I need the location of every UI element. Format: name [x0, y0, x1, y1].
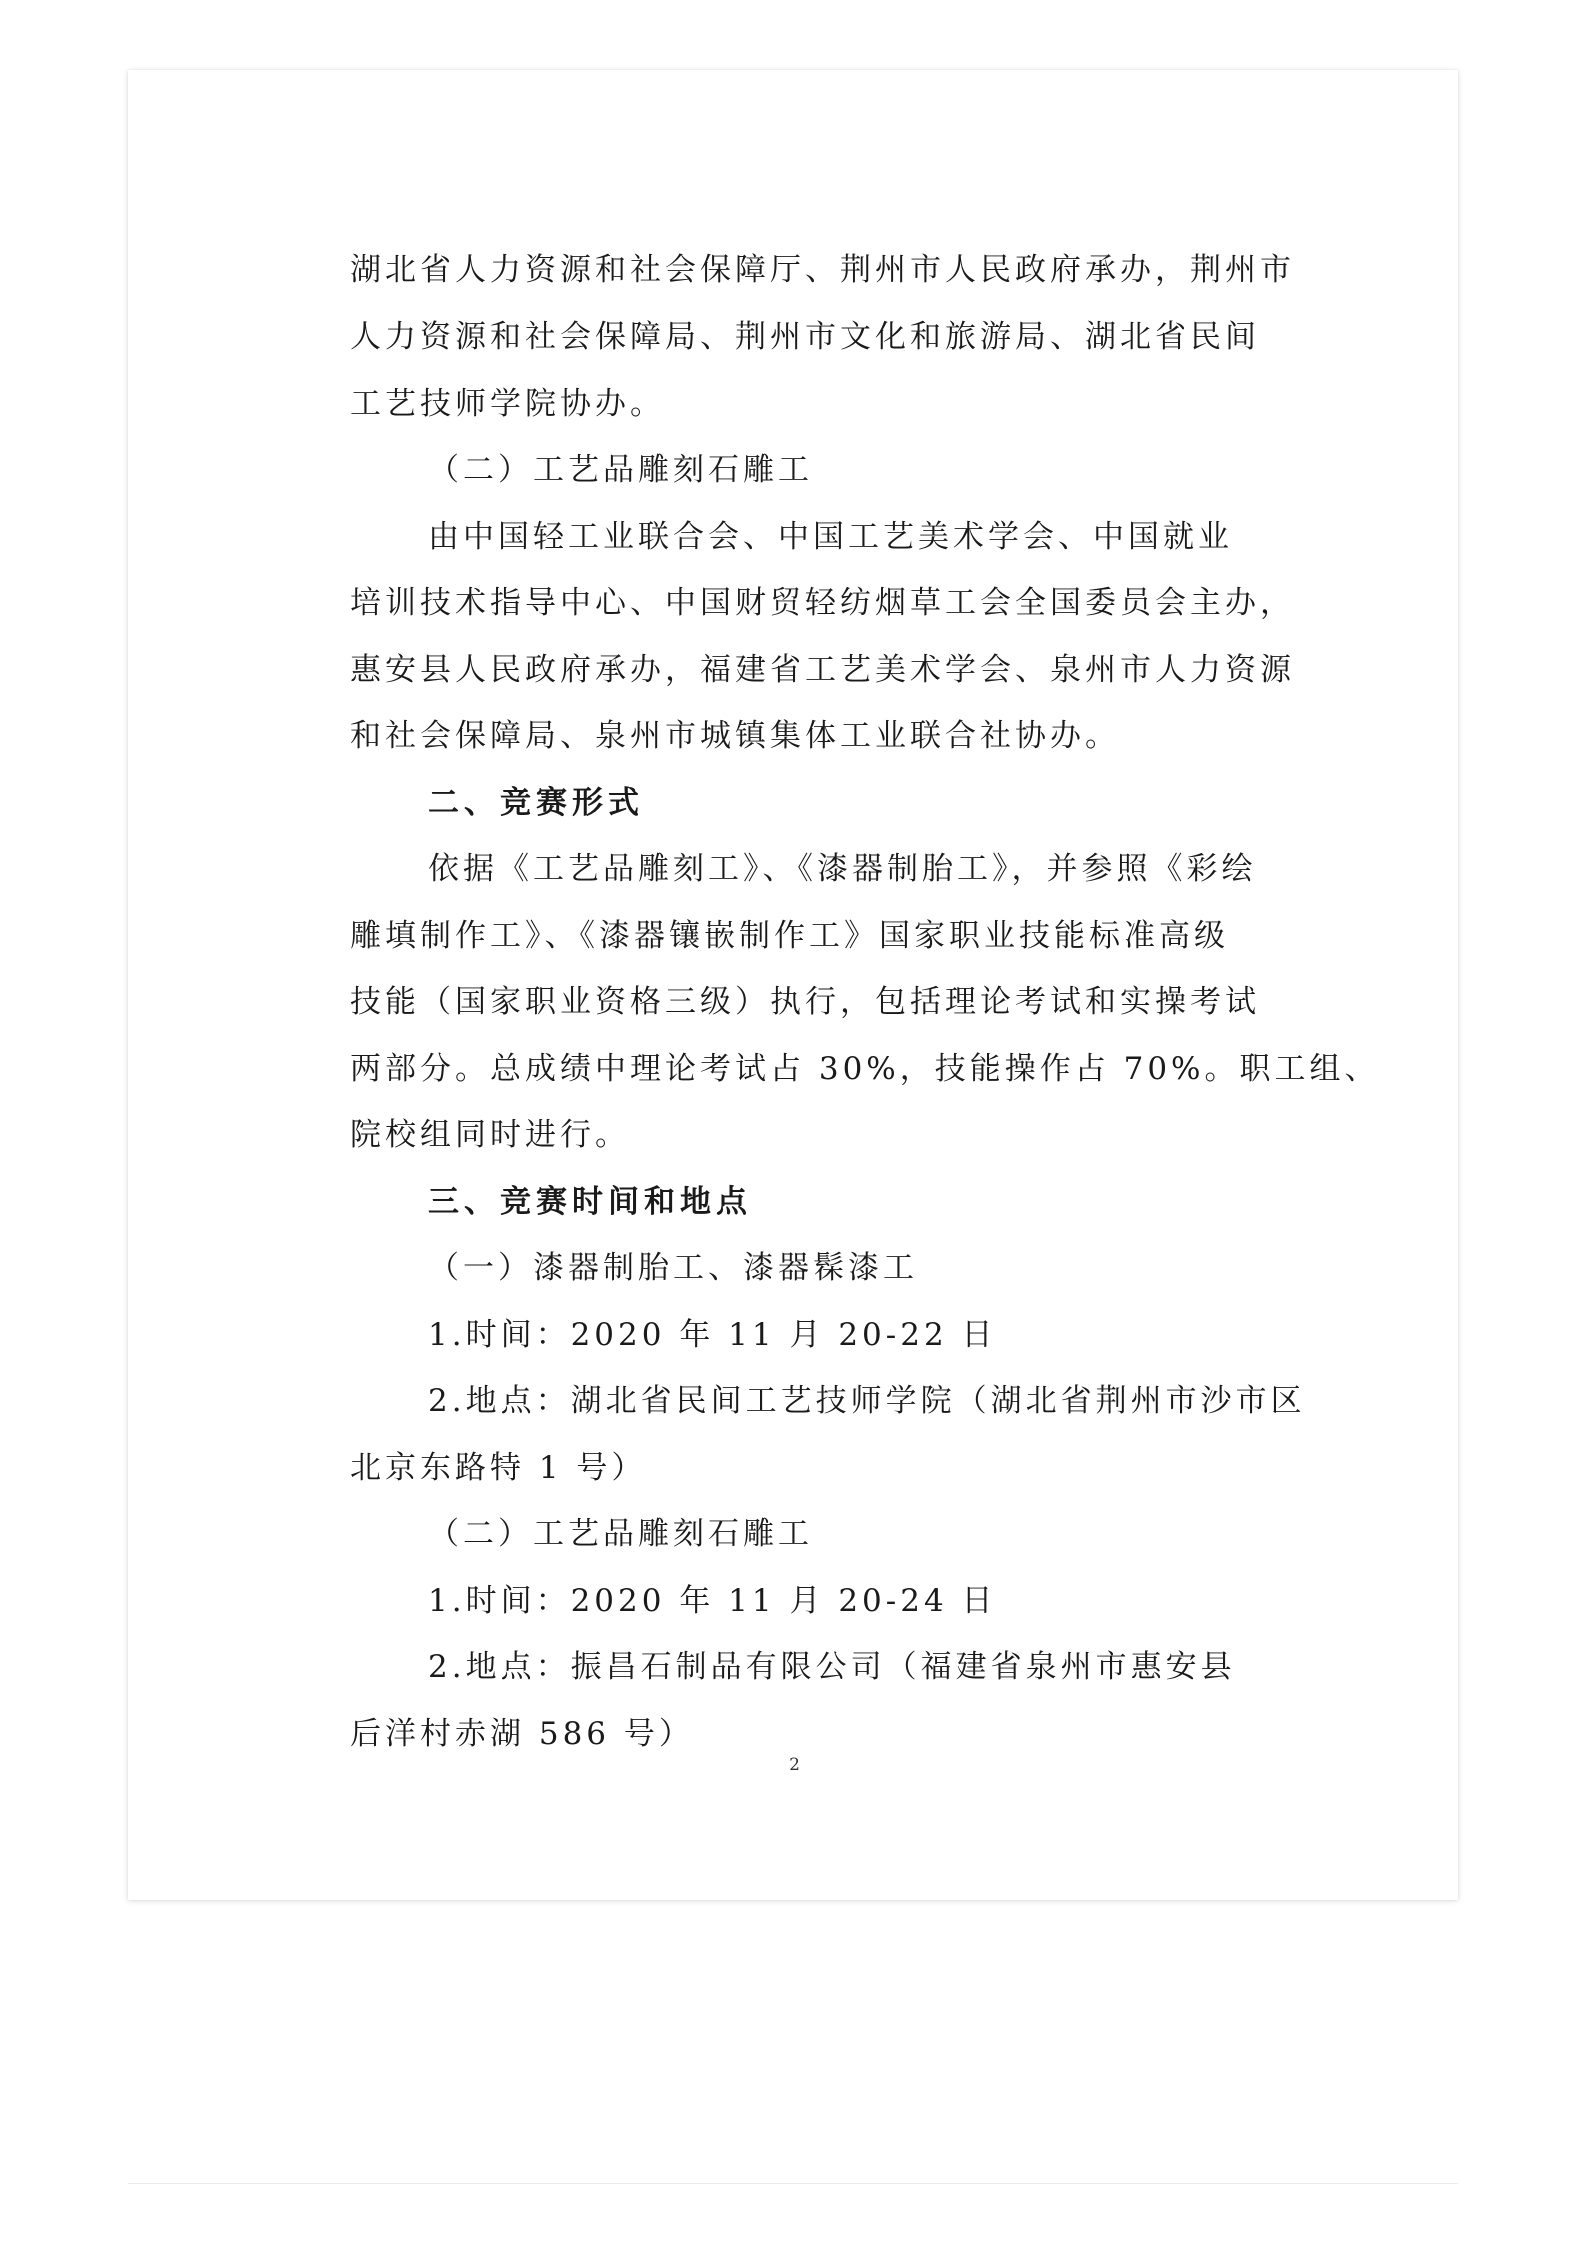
paragraph-line: 雕填制作工》、《漆器镶嵌制作工》国家职业技能标准高级	[350, 918, 1229, 954]
paragraph-line: 依据《工艺品雕刻工》、《漆器制胎工》，并参照《彩绘	[428, 851, 1257, 887]
paragraph-line: 工艺技师学院协办。	[350, 386, 665, 422]
time-item: 1.时间：2020 年 11 月 20-22 日	[428, 1317, 997, 1353]
paragraph-line: 院校组同时进行。	[350, 1117, 630, 1153]
location-item: 2.地点：湖北省民间工艺技师学院（湖北省荆州市沙市区	[428, 1383, 1306, 1419]
paragraph-line: 湖北省人力资源和社会保障厅、荆州市人民政府承办，荆州市	[350, 252, 1295, 288]
paragraph-line: 由中国轻工业联合会、中国工艺美术学会、中国就业	[428, 519, 1233, 555]
paragraph-line: 培训技术指导中心、中国财贸轻纺烟草工会全国委员会主办，	[350, 585, 1295, 621]
divider	[128, 2183, 1458, 2184]
subheading-stone-carving: （二）工艺品雕刻石雕工	[428, 1516, 813, 1552]
section-heading-competition-format: 二、竞赛形式	[428, 785, 644, 821]
paragraph-line: 技能（国家职业资格三级）执行，包括理论考试和实操考试	[350, 984, 1260, 1020]
paragraph-line: 和社会保障局、泉州市城镇集体工业联合社协办。	[350, 718, 1120, 754]
subheading-stone-carving: （二）工艺品雕刻石雕工	[428, 452, 813, 488]
paragraph-line: 后洋村赤湖 586 号）	[350, 1716, 694, 1752]
paragraph-line: 人力资源和社会保障局、荆州市文化和旅游局、湖北省民间	[350, 319, 1260, 355]
section-heading-time-location: 三、竞赛时间和地点	[428, 1184, 752, 1220]
time-item: 1.时间：2020 年 11 月 20-24 日	[428, 1583, 997, 1619]
location-item: 2.地点：振昌石制品有限公司（福建省泉州市惠安县	[428, 1649, 1236, 1685]
page-number: 2	[789, 1755, 800, 1775]
paragraph-line: 惠安县人民政府承办，福建省工艺美术学会、泉州市人力资源	[350, 652, 1295, 688]
paragraph-line: 两部分。总成绩中理论考试占 30%，技能操作占 70%。职工组、	[350, 1051, 1380, 1087]
subheading-lacquerware: （一）漆器制胎工、漆器髹漆工	[428, 1250, 918, 1286]
paragraph-line: 北京东路特 1 号）	[350, 1450, 647, 1486]
